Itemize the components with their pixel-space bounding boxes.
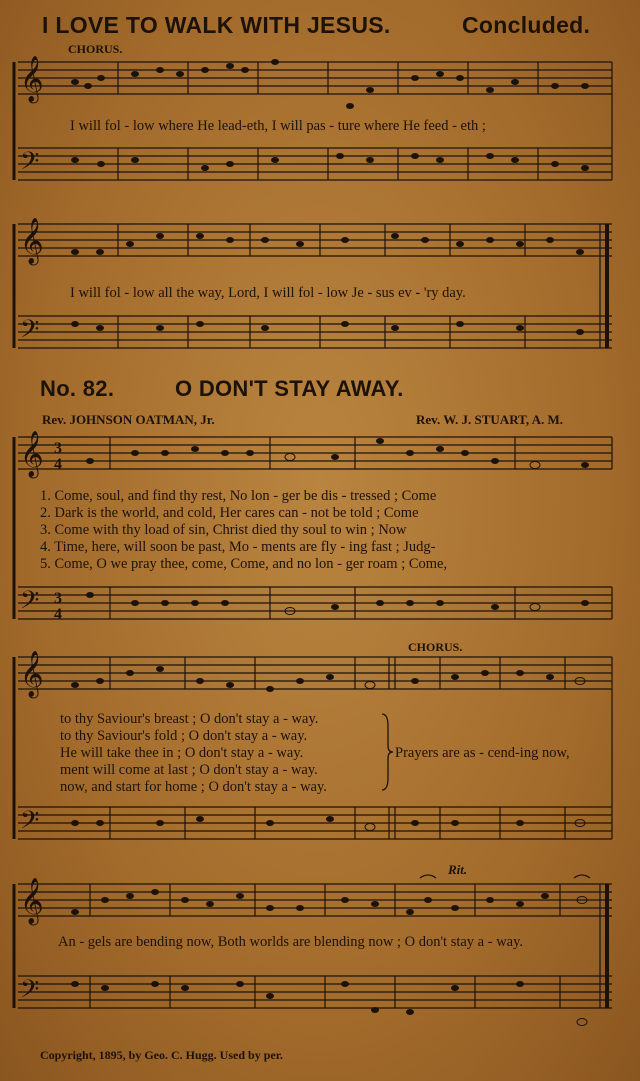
top-hymn-lyric-line-2: I will fol - low all the way, Lord, I will fol - low Je - sus ev - 'ry day. (70, 285, 466, 301)
verse-2-line-2: to thy Saviour's fold ; O don't stay a - way. (60, 728, 308, 744)
chorus-line-2: An - gels are bending now, Both worlds are blending now ; O don't stay a - way. (58, 934, 524, 950)
verse-5-line-2: now, and start for home ; O don't stay a - way. (60, 779, 327, 795)
svg-text:𝄞: 𝄞 (20, 218, 44, 264)
verse-2-line-1: 2. Dark is the world, and cold, Her cares can - not be told ; Come (40, 505, 419, 521)
music-system-5 (0, 872, 640, 1037)
composer-credit: Rev. W. J. STUART, A. M. (416, 412, 564, 427)
verse-1-line-2: to thy Saviour's breast ; O don't stay a - way. (60, 711, 319, 727)
svg-text:𝄢: 𝄢 (20, 147, 40, 182)
svg-text:𝄞: 𝄞 (20, 651, 44, 697)
verse-5-line-1: 5. Come, O we pray thee, come, Come, and no lon - ger roam ; Come, (40, 556, 448, 572)
ritardando-label: Rit. (448, 862, 468, 877)
svg-text:4: 4 (54, 606, 62, 623)
concluded-label: Concluded. (462, 12, 591, 38)
verse-3-line-2: He will take thee in ; O don't stay a - way. (60, 745, 304, 761)
verse-brace (380, 712, 394, 792)
hymn-title: O DON'T STAY AWAY. (175, 376, 404, 401)
svg-text:𝄢: 𝄢 (20, 315, 40, 350)
hymn-title-top: I LOVE TO WALK WITH JESUS. (42, 12, 391, 38)
svg-text:𝄢: 𝄢 (20, 806, 40, 841)
verse-4-line-1: 4. Time, here, will soon be past, Mo - ments are fly - ing fast ; Judg- (40, 539, 436, 555)
svg-text:4: 4 (54, 456, 62, 473)
chorus-label: CHORUS. (408, 640, 463, 654)
svg-text:𝄞: 𝄞 (20, 431, 44, 477)
svg-text:𝄢: 𝄢 (20, 586, 40, 621)
svg-text:𝄞: 𝄞 (20, 878, 44, 924)
svg-text:𝄢: 𝄢 (20, 975, 40, 1010)
svg-text:𝄞: 𝄞 (20, 56, 44, 102)
hymn-number: No. 82. (40, 376, 115, 401)
top-hymn-lyric-line-1: I will fol - low where He lead-eth, I will pas - ture where He feed - eth ; (70, 118, 486, 134)
verse-1-line-1: 1. Come, soul, and find thy rest, No lon - ger be dis - tressed ; Come (40, 488, 437, 504)
verse-4-line-2: ment will come at last ; O don't stay a - way. (60, 762, 318, 778)
chorus-label-top: CHORUS. (68, 42, 123, 56)
verse-3-line-1: 3. Come with thy load of sin, Christ died thy soul to win ; Now (40, 522, 407, 538)
copyright-notice: Copyright, 1895, by Geo. C. Hugg. Used by per. (40, 1048, 283, 1062)
svg-text:3: 3 (54, 440, 62, 457)
chorus-line-1: Prayers are as - cend-ing now, (395, 745, 570, 761)
svg-text:3: 3 (54, 590, 62, 607)
lyricist-credit: Rev. JOHNSON OATMAN, Jr. (42, 412, 215, 427)
